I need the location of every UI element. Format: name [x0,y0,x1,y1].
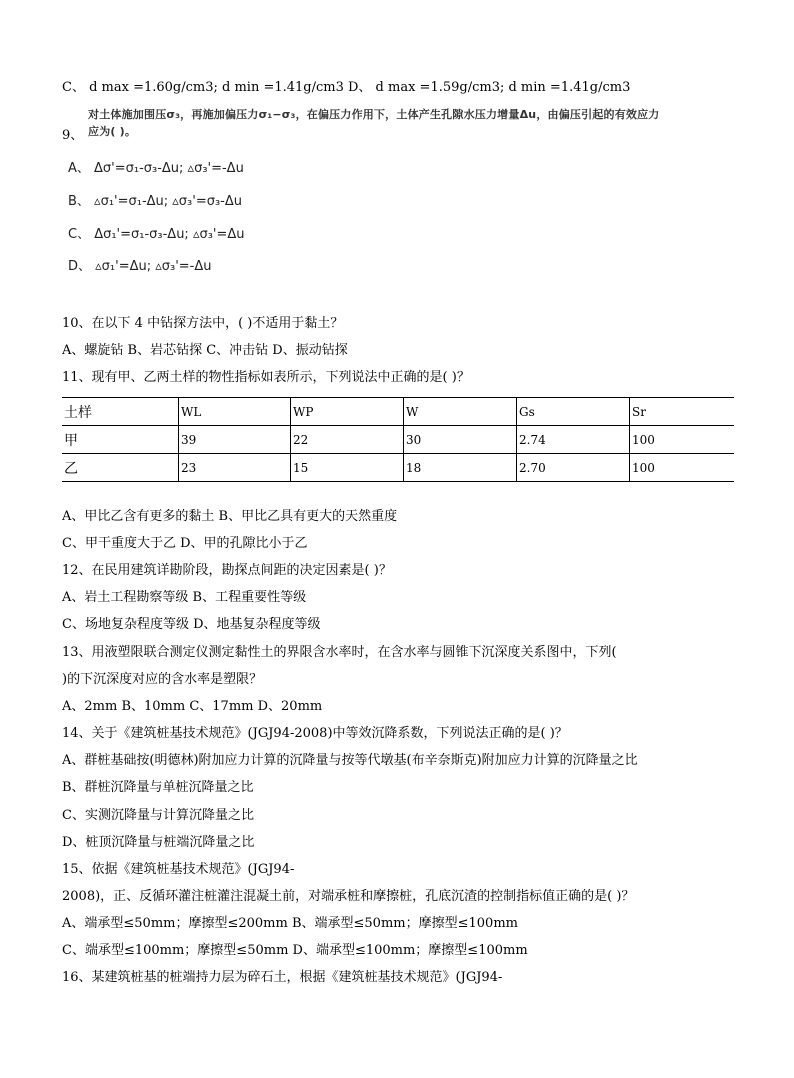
header-cell-wp: WP [291,398,404,426]
q9-stem-line1: 对土体施加围压σ₃，再施加偏压力σ₁−σ₃，在偏压力作用下，土体产生孔隙水压力增量Δu，由偏压引起的有效应力 [88,108,660,121]
q14-option-b: B、群桩沉降量与单桩沉降量之比 [62,780,254,795]
q14-question: 14、关于《建筑桩基技术规范》(JGJ94-2008)中等效沉降系数，下列说法正确的是( )？ [62,726,568,741]
q16-question: 16、某建筑桩基的桩端持力层为碎石土，根据《建筑桩基技术规范》(JGJ94- [62,970,503,985]
table-cell: 39 [179,426,291,454]
table-cell: 2.74 [517,426,630,454]
q8-options-tail: C、 d max =1.60g/cm3; d min =1.41g/cm3 D、 d max =1.59g/cm3; d min =1.41g/cm3 [62,80,631,95]
q9-option-a: A、 Δσ'=σ₁-σ₃-Δu; ▵σ₃'=-Δu [68,161,244,176]
q12-options-line2: C、场地复杂程度等级 D、地基复杂程度等级 [62,617,321,632]
table-cell: 22 [291,426,404,454]
header-cell-sr: Sr [630,398,735,426]
table-cell: 18 [404,454,517,482]
header-cell-wl: WL [179,398,291,426]
q15-question-line2: 2008)，正、反循环灌注桩灌注混凝土前，对端承桩和摩擦桩，孔底沉渣的控制指标值正确的是( )？ [62,889,635,904]
soil-properties-table [62,397,734,482]
q13-options: A、2mm B、10mm C、17mm D、20mm [62,699,323,714]
q14-option-a: A、群桩基础按(明德林)附加应力计算的沉降量与按等代墩基(布辛奈斯克)附加应力计算的沉降量之比 [62,753,638,768]
q9-number: 9、 [62,128,84,143]
table-row [62,426,734,454]
q10-question: 10、在以下 4 中钻探方法中，( )不适用于黏土？ [62,316,344,331]
table-row [62,454,734,482]
table-cell: 30 [404,426,517,454]
table-cell: 2.70 [517,454,630,482]
q9-option-d: D、 ▵σ₁'=Δu; ▵σ₃'=-Δu [68,259,212,274]
table-cell: 23 [179,454,291,482]
q11-options-line2: C、甲干重度大于乙 D、甲的孔隙比小于乙 [62,536,308,551]
q9-option-c: C、 Δσ₁'=σ₁-σ₃-Δu; ▵σ₃'=Δu [68,227,245,242]
q15-options-line2: C、端承型≤100mm；摩擦型≤50mm D、端承型≤100mm；摩擦型≤100mm [62,943,528,958]
q9-option-b: B、 ▵σ₁'=σ₁-Δu; ▵σ₃'=σ₃-Δu [68,194,242,209]
table-cell: 乙 [62,454,179,482]
table-cell: 15 [291,454,404,482]
q9-stem-line2: 应为( )。 [88,125,137,138]
header-cell-w: W [404,398,517,426]
q15-options-line1: A、端承型≤50mm；摩擦型≤200mm B、端承型≤50mm；摩擦型≤100mm [62,916,518,931]
q13-question-line2: )的下沉深度对应的含水率是塑限？ [62,672,263,687]
table-cell: 甲 [62,426,179,454]
q11-options-line1: A、甲比乙含有更多的黏土 B、甲比乙具有更大的天然重度 [62,509,398,524]
q12-options-line1: A、岩土工程勘察等级 B、工程重要性等级 [62,590,307,605]
q13-question-line1: 13、用液塑限联合测定仪测定黏性土的界限含水率时，在含水率与圆锥下沉深度关系图中，下列( [62,645,617,660]
table-cell: 100 [630,454,735,482]
q14-option-d: D、桩顶沉降量与桩端沉降量之比 [62,835,255,850]
q12-question: 12、在民用建筑详勘阶段，勘探点间距的决定因素是( )？ [62,563,392,578]
table-cell: 100 [630,426,735,454]
q14-option-c: C、实测沉降量与计算沉降量之比 [62,808,254,823]
header-cell-sample: 土样 [62,398,179,426]
table-header-row [62,398,734,426]
q10-options: A、螺旋钻 B、岩芯钻探 C、冲击钻 D、振动钻探 [62,343,348,358]
q15-question-line1: 15、依据《建筑桩基技术规范》(JGJ94- [62,862,295,877]
header-cell-gs: Gs [517,398,630,426]
q11-question: 11、现有甲、乙两土样的物性指标如表所示，下列说法中正确的是( )？ [62,370,470,385]
